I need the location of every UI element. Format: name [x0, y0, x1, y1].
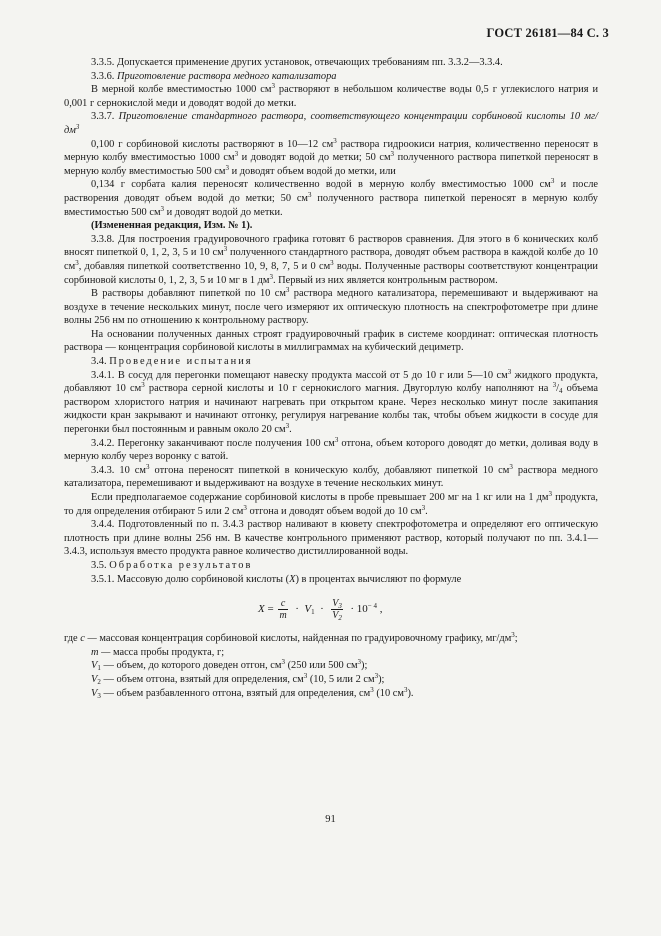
section-title-standard: Приготовление стандартного раствора, соответствующего концентрации сорбиновой кислоты 10 $мг/дм^3$	[64, 111, 598, 136]
paragraph-3-4-1: 3.4.1. В сосуд для перегонки помещают навеску продукта массой от 5 до 10 г или 5—10 $см^3$ жидкого продукта, добавляют 10 $см^3$ раствора серной кислоты и 10 г сернокислого магния. Двугорлую колбу наполняют на $^3/_4$ объема раствором хлористого натрия и начинают нагревать при открытом кране. Через несколько минут после закипания жидкости кран закрывают и начинают отгонку, регулируя нагревание колбы так, чтобы объем жидкости в сосуде для перегонки был постоянным и равным около 20 $см^3$.	[64, 367, 598, 436]
paragraph-catalyst-add: В растворы добавляют пипеткой по 10 $см^3$ раствора медного катализатора, перемешивают и выдерживают на воздухе в течение нескольких минут, после чего измеряют их оптическую плотность на спектрофотометре при длине волны 256 нм по отношению к контрольному раствору.	[64, 286, 598, 327]
section-title-catalyst: Приготовление раствора медного катализатора	[117, 70, 337, 82]
fraction-v3-over-v2: $\frac{V_3}{V_2}$	[332, 598, 342, 623]
page-number: 91	[325, 814, 336, 825]
paragraph-catalyst-prep: В мерной колбе вместимостью 1000 $см^3$ растворяют в небольшом количестве воды 0,5 г углекислого натрия и 0,001 г сернокислой меди и доводят водой до метки.	[64, 82, 599, 109]
definition-c: где c — массовая концентрация сорбиновой кислоты, найденная по градуировочному графику, $мг/дм^3$;	[64, 631, 518, 645]
paragraph-3-5-1: 3.5.1. Массовую долю сорбиновой кислоты (X) в процентах вычисляют по формуле	[91, 573, 462, 585]
fraction-c-over-m: $\frac{c}{m}$	[279, 598, 287, 622]
definition-v3: $V_3$ — объем разбавленного отгона, взятый для определения, $см^3$ (10 $см^3$).	[91, 685, 414, 700]
paragraph-sorbic-acid: 0,100 г сорбиновой кислоты растворяют в 10—12 $см^3$ раствора гидроокиси натрия, количественно переносят в мерную колбу вместимостью 1000 $см^3$ и доводят водой до метки; 50 $см^3$ полученного раствора пипеткой переносят в мерную колбу вместимостью 500 $см^3$ и доводят объем водой до метки, или	[64, 136, 599, 177]
paragraph-potassium-sorbate: 0,134 г сорбата калия переносят количественно водой в мерную колбу вместимостью 1000 $см^3$ и после растворения доводят объем водой до метки; 50 $см^3$ полученного раствора пипеткой переносят в мерную колбу вместимостью 500 $см^3$ и доводят водой до метки.	[64, 177, 599, 218]
paragraph-high-content: Если предполагаемое содержание сорбиновой кислоты в пробе превышает 200 мг на 1 кг или на 1 $дм^3$ продукта, то для определения отбирают 5 или 2 $см^3$ отгона и доводят объем водой до 10 $см^3$.	[64, 490, 599, 517]
paragraph-3-3-8: 3.3.8. Для построения градуировочного графика готовят 6 растворов сравнения. Для этого в 6 конических колб вносят пипеткой 0, 1, 2, 3, 5 и 10 $см^3$ полученного стандартного раствора, доводят объем раствора в каждой колбе до 10 $см^3$, добавляя пипеткой соответственно 10, 9, 8, 7, 5 и 0 $см^3$ воды. Полученные растворы соответствуют концентрации сорбиновой кислоты 0, 1, 2, 3, 5 и 10 мг в 1 $дм^3$. Первый из них является контрольным раствором.	[64, 233, 598, 286]
variable-definitions	[64, 632, 598, 700]
definition-v2: $V_2$ — объем отгона, взятый для определения, $см^3$ (10, 5 или 2 $см^3$);	[91, 671, 385, 686]
definition-m: m — масса пробы продукта, г;	[91, 646, 225, 658]
paragraph-3-3-6: 3.3.6. Приготовление раствора медного катализатора	[91, 70, 337, 82]
document-body	[64, 56, 598, 700]
paragraph-3-3-5: 3.3.5. Допускается применение других установок, отвечающих требованиям пп. 3.3.2—3.3.4.	[91, 57, 503, 68]
section-title-testing: Проведение испытания	[109, 356, 253, 368]
section-title-results: Обработка результатов	[109, 559, 253, 571]
amendment-note: (Измененная редакция, Изм. № 1).	[91, 220, 253, 232]
paragraph-3-4-4: 3.4.4. Подготовленный по п. 3.4.3 раствор наливают в кювету спектрофотометра и определяют его оптическую плотность при длине волны 256 нм. В качестве контрольного применяют раствор, который получают по пп. 3.4.1—3.4.3, используя вместо продукта равное количество дистиллированной воды.	[64, 519, 598, 558]
formula-mass-fraction: X = $\frac{c}{m}$ · $V_1$ · $\frac{V_3}{V_2}$ · $10^{- 4}$ ,	[258, 598, 383, 623]
paragraph-3-3-7: 3.3.7. Приготовление стандартного раствора, соответствующего концентрации сорбиновой кислоты 10 $мг/дм^3$	[64, 111, 598, 136]
paragraph-3-4-3: 3.4.3. 10 $см^3$ отгона переносят пипеткой в коническую колбу, добавляют пипеткой 10 $см^3$ раствора медного катализатора, перемешивают и выдерживают на воздухе в течение нескольких минут.	[64, 462, 598, 490]
paragraph-3-4-2: 3.4.2. Перегонку заканчивают после получения 100 $см^3$ отгона, объем которого доводят до метки, доливая воду в мерную колбу через воронку с ватой.	[64, 435, 598, 463]
paragraph-calibration-graph: На основании полученных данных строят градуировочный график в системе координат: оптическая плотность раствора — концентрация сорбиновой кислоты в миллиграммах на кубический дециметр.	[64, 328, 598, 354]
page-header: ГОСТ 26181—84 С. 3	[486, 26, 609, 40]
paragraph-3-5: 3.5. Обработка результатов	[91, 559, 253, 571]
definition-v1: $V_1$ — объем, до которого доведен отгон, $см^3$ (250 или 500 $см^3$);	[91, 658, 368, 673]
paragraph-3-4: 3.4. Проведение испытания	[91, 356, 253, 368]
